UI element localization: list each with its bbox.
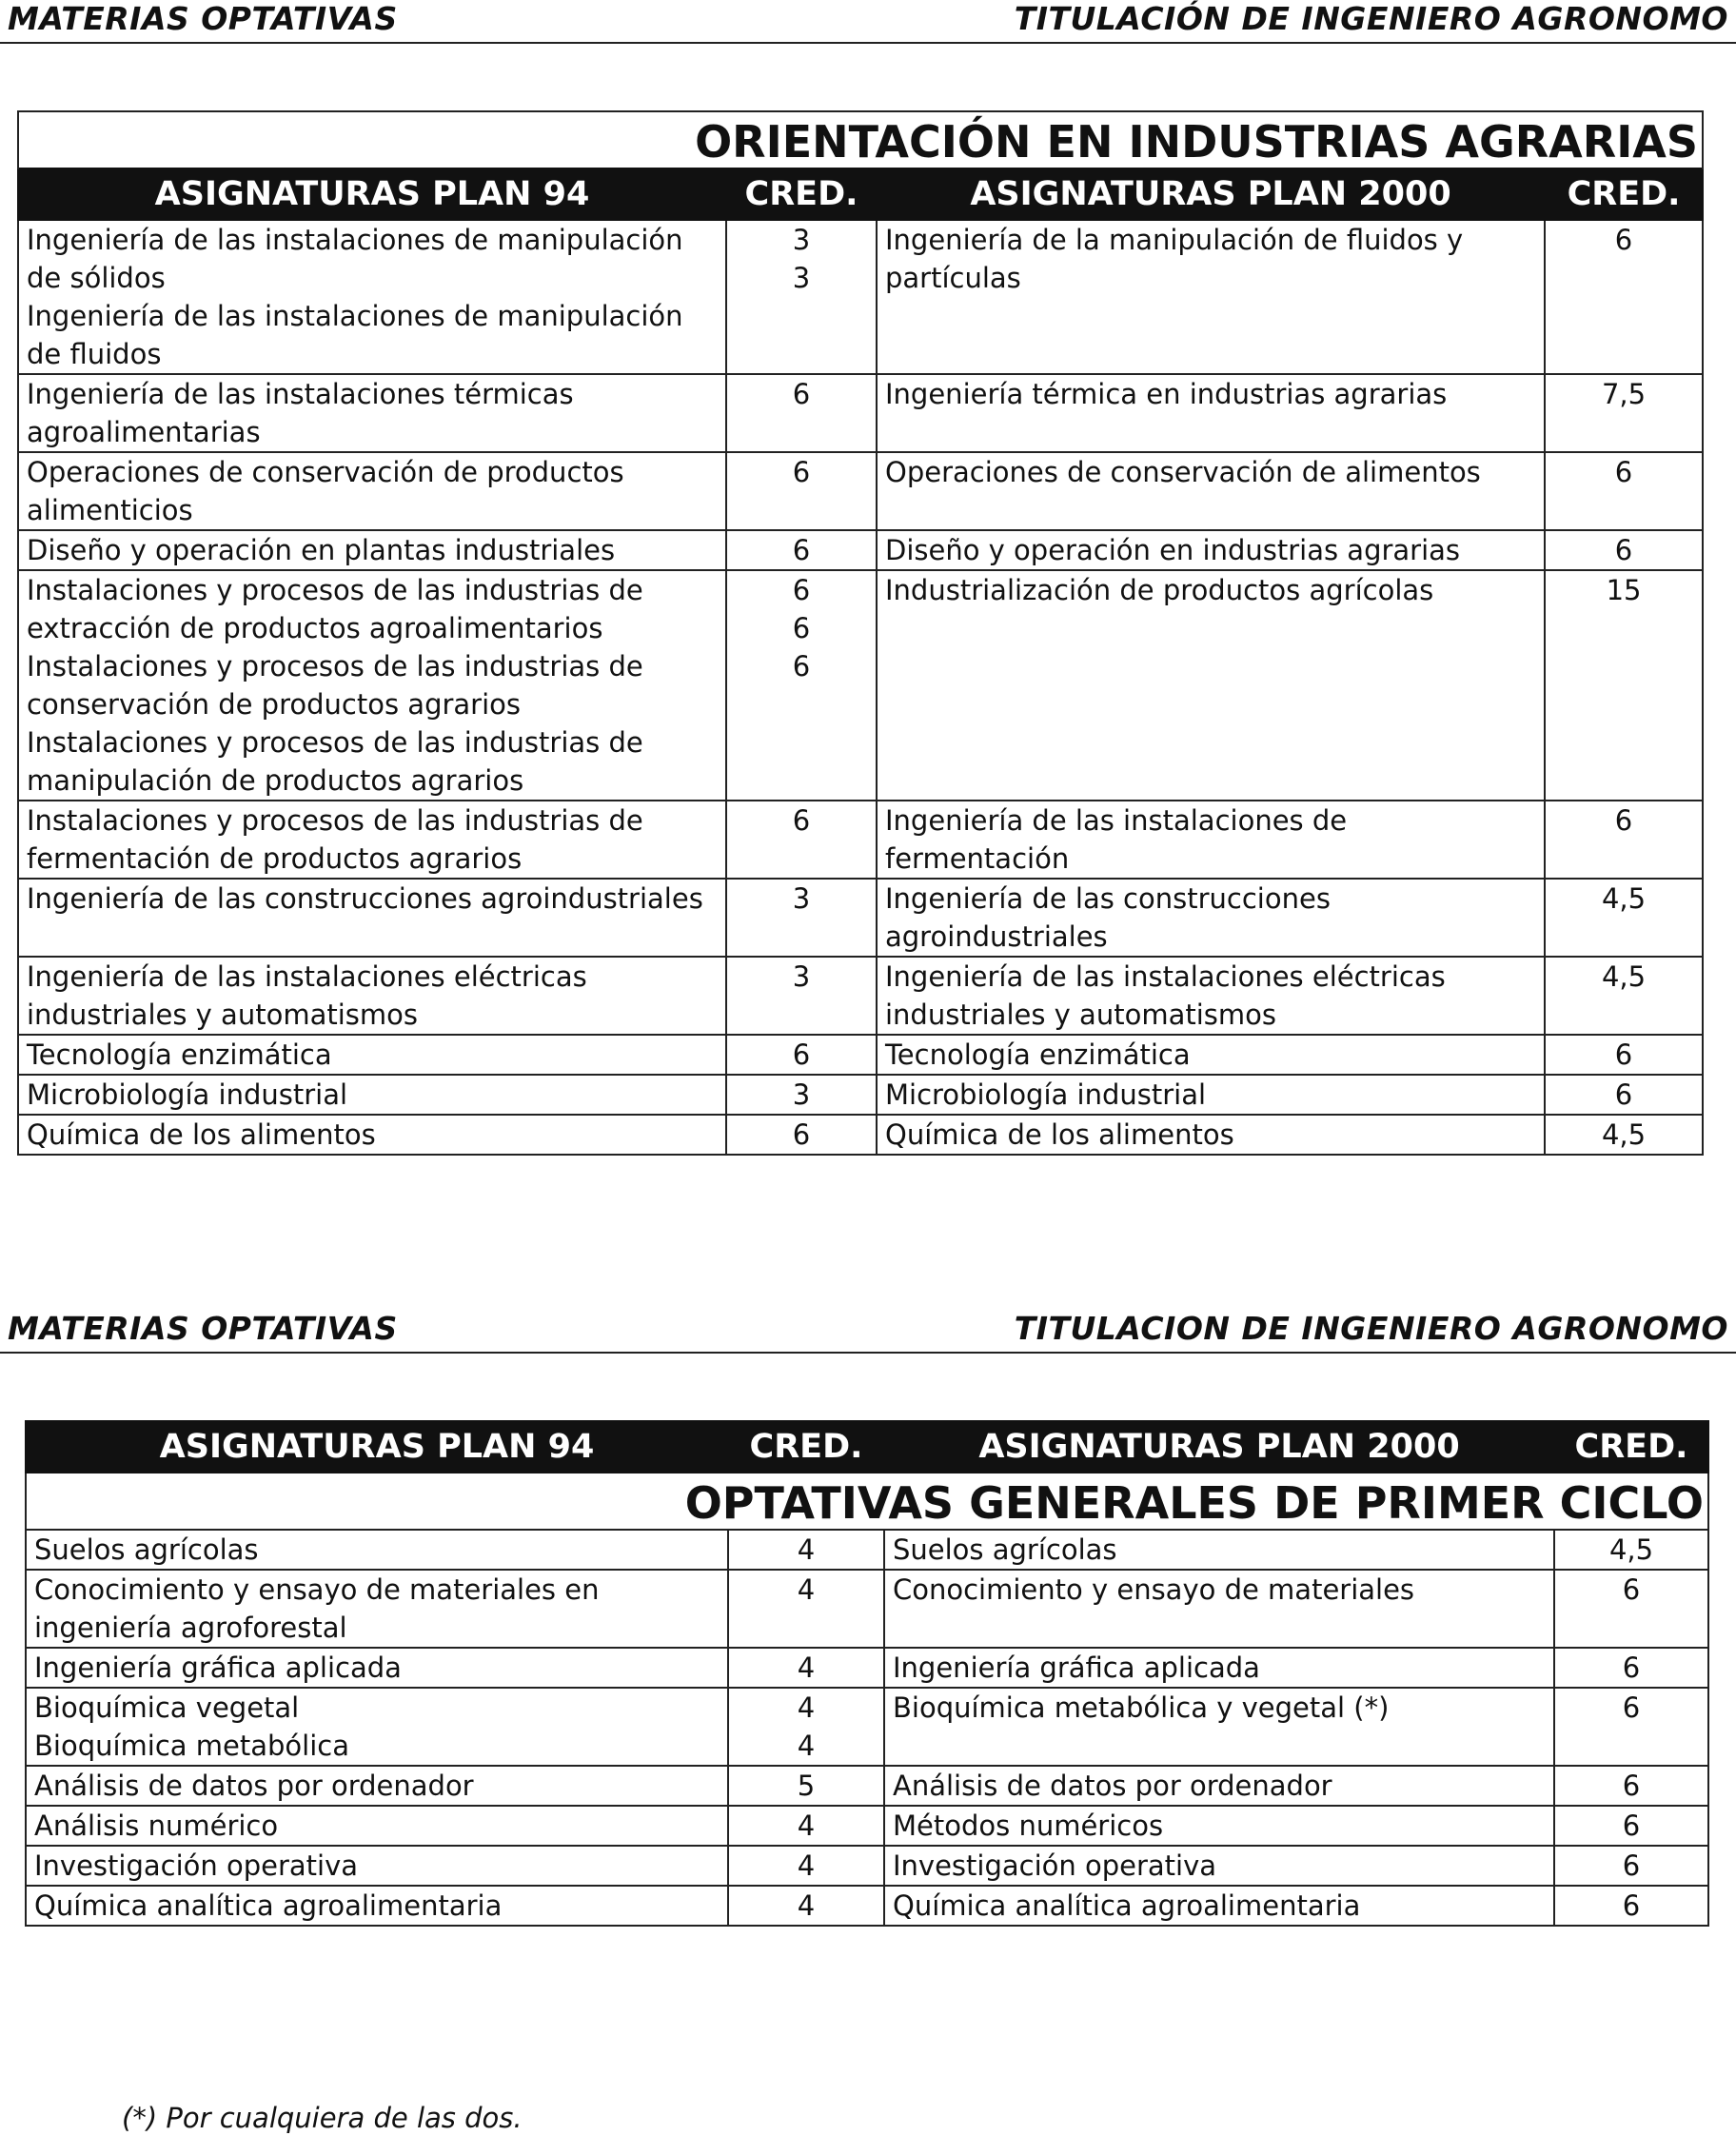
table-row: [18, 570, 1703, 801]
table-row: [18, 879, 1703, 957]
table1-col-cred1: CRED.: [726, 168, 877, 220]
plan94-subject: Química analítica agroalimentaria: [34, 1889, 503, 1922]
plan94-credit: 4: [797, 1849, 816, 1882]
plan2000-credit: 7,5: [1545, 374, 1703, 452]
plan94-credit: 6: [792, 1118, 811, 1151]
plan2000-credit: 4,5: [1545, 1115, 1703, 1155]
plan2000-subject: Ingeniería gráfica aplicada: [884, 1648, 1554, 1688]
plan2000-credit: 6: [1545, 220, 1703, 374]
table-row: [18, 1035, 1703, 1075]
plan94-subjects-cell: [26, 1886, 728, 1926]
table1-body: [18, 220, 1703, 1155]
table-row: [18, 452, 1703, 530]
plan94-credit: 6: [792, 378, 811, 410]
header2-left-title: MATERIAS OPTATIVAS: [8, 1310, 398, 1347]
header-left-title: MATERIAS OPTATIVAS: [8, 0, 398, 37]
plan2000-credit: 6: [1545, 1075, 1703, 1115]
plan94-credit: 6: [792, 456, 811, 488]
plan94-credit: 4: [797, 1651, 816, 1684]
table-row: [18, 1115, 1703, 1155]
plan2000-credit: 6: [1554, 1846, 1708, 1886]
plan94-subjects-cell: [18, 879, 726, 957]
plan94-subjects-cell: [18, 1075, 726, 1115]
page-header-top: [0, 0, 1736, 44]
table-row: [26, 1766, 1708, 1806]
table-row: [26, 1806, 1708, 1846]
plan94-credits-cell: [726, 530, 877, 570]
table-row: [26, 1688, 1708, 1766]
footnote: (*) Por cualquiera de las dos.: [122, 2102, 523, 2134]
plan2000-subject: Conocimiento y ensayo de materiales: [884, 1570, 1554, 1648]
plan94-subject: Ingeniería de las instalaciones de manipulación de fluidos: [27, 300, 683, 370]
plan94-credit: 4: [797, 1691, 816, 1724]
plan94-credit: 6: [792, 1038, 811, 1071]
plan2000-credit: 6: [1554, 1688, 1708, 1766]
table-row: [18, 530, 1703, 570]
plan94-credits-cell: [728, 1806, 884, 1846]
plan94-subject: Instalaciones y procesos de las industrias de fermentación de productos agrarios: [27, 804, 643, 875]
plan94-credit: 4: [797, 1889, 816, 1922]
plan94-subject: Bioquímica metabólica: [34, 1730, 349, 1762]
plan94-subject: Ingeniería de las instalaciones de manipulación de sólidos: [27, 224, 683, 294]
table2-title: OPTATIVAS GENERALES DE PRIMER CICLO: [26, 1473, 1708, 1530]
plan94-credit: 6: [792, 650, 811, 682]
table1-col-cred2: CRED.: [1545, 168, 1703, 220]
plan2000-credit: 6: [1554, 1648, 1708, 1688]
plan94-credits-cell: [726, 957, 877, 1035]
plan94-credits-cell: [726, 1035, 877, 1075]
plan94-credits-cell: [726, 1075, 877, 1115]
header2-right-title: TITULACION DE INGENIERO AGRONOMO: [1014, 1310, 1728, 1347]
optativas-generales-table: [25, 1420, 1709, 1927]
plan94-subjects-cell: [18, 801, 726, 879]
plan94-credits-cell: [726, 1115, 877, 1155]
table-row: [26, 1648, 1708, 1688]
table-row: [18, 374, 1703, 452]
plan94-subject: Instalaciones y procesos de las industrias de conservación de productos agrarios: [27, 650, 643, 721]
plan2000-credit: 6: [1554, 1886, 1708, 1926]
plan94-subject: Tecnología enzimática: [27, 1038, 332, 1071]
plan2000-subject: Bioquímica metabólica y vegetal (*): [884, 1688, 1554, 1766]
plan2000-subject: Análisis de datos por ordenador: [884, 1766, 1554, 1806]
plan2000-credit: 6: [1545, 452, 1703, 530]
plan2000-credit: 6: [1545, 1035, 1703, 1075]
plan2000-credit: 4,5: [1554, 1530, 1708, 1570]
plan94-credit: 4: [797, 1573, 816, 1606]
plan94-subject: Ingeniería de las construcciones agroindustriales: [27, 882, 703, 915]
table1-title: ORIENTACIÓN EN INDUSTRIAS AGRARIAS: [18, 111, 1703, 168]
plan94-subject: Instalaciones y procesos de las industrias de extracción de productos agroalimentarios: [27, 574, 643, 644]
plan2000-credit: 6: [1554, 1766, 1708, 1806]
plan94-credit: 5: [797, 1770, 816, 1802]
plan94-subject: Bioquímica vegetal: [34, 1691, 300, 1724]
industrias-agrarias-table: [17, 110, 1704, 1156]
plan94-subjects-cell: [26, 1846, 728, 1886]
plan2000-credit: 6: [1545, 801, 1703, 879]
plan94-subjects-cell: [18, 220, 726, 374]
plan94-subject: Ingeniería gráfica aplicada: [34, 1651, 402, 1684]
plan94-credit: 6: [792, 612, 811, 644]
plan94-subjects-cell: [18, 530, 726, 570]
plan94-credit: 4: [797, 1810, 816, 1842]
plan94-credits-cell: [728, 1688, 884, 1766]
plan94-credits-cell: [728, 1766, 884, 1806]
plan94-credit: 3: [792, 882, 811, 915]
header-right-title: TITULACIÓN DE INGENIERO AGRONOMO: [1014, 0, 1728, 37]
plan2000-subject: Industrialización de productos agrícolas: [877, 570, 1545, 801]
plan94-credits-cell: [728, 1846, 884, 1886]
plan94-credits-cell: [726, 374, 877, 452]
table2-col-plan94: ASIGNATURAS PLAN 94: [26, 1421, 728, 1473]
plan2000-subject: Ingeniería de las instalaciones eléctricas industriales y automatismos: [877, 957, 1545, 1035]
plan94-credit: 3: [792, 224, 811, 256]
plan94-subject: Microbiología industrial: [27, 1078, 348, 1111]
plan94-subject: Ingeniería de las instalaciones térmicas agroalimentarias: [27, 378, 574, 448]
plan2000-credit: 6: [1554, 1570, 1708, 1648]
table-row: [26, 1846, 1708, 1886]
plan94-credits-cell: [726, 452, 877, 530]
table-row: [26, 1570, 1708, 1648]
plan94-credits-cell: [728, 1886, 884, 1926]
table2-body: [26, 1530, 1708, 1926]
table-row: [26, 1886, 1708, 1926]
plan94-subjects-cell: [18, 1115, 726, 1155]
plan94-subjects-cell: [18, 374, 726, 452]
plan94-subject: Conocimiento y ensayo de materiales en ingeniería agroforestal: [34, 1573, 600, 1644]
plan2000-subject: Ingeniería de la manipulación de fluidos y partículas: [877, 220, 1545, 374]
plan94-credit: 3: [792, 262, 811, 294]
plan94-subjects-cell: [18, 570, 726, 801]
table-row: [18, 220, 1703, 374]
table2-col-cred2: CRED.: [1554, 1421, 1708, 1473]
table-row: [26, 1530, 1708, 1570]
table2-col-cred1: CRED.: [728, 1421, 884, 1473]
plan94-subject: Suelos agrícolas: [34, 1533, 259, 1566]
plan94-credit: 3: [792, 1078, 811, 1111]
plan2000-subject: Ingeniería de las instalaciones de fermentación: [877, 801, 1545, 879]
plan2000-subject: Tecnología enzimática: [877, 1035, 1545, 1075]
plan94-credit: 4: [797, 1533, 816, 1566]
plan94-subjects-cell: [18, 452, 726, 530]
plan2000-subject: Química de los alimentos: [877, 1115, 1545, 1155]
plan2000-subject: Suelos agrícolas: [884, 1530, 1554, 1570]
plan94-credits-cell: [728, 1570, 884, 1648]
plan94-credits-cell: [726, 879, 877, 957]
plan94-credit: 6: [792, 534, 811, 566]
plan94-subjects-cell: [26, 1766, 728, 1806]
plan94-subject: Análisis de datos por ordenador: [34, 1770, 474, 1802]
table-row: [18, 801, 1703, 879]
table1-col-plan2000: ASIGNATURAS PLAN 2000: [877, 168, 1545, 220]
page-header-bottom: [0, 1310, 1736, 1354]
plan94-credits-cell: [726, 220, 877, 374]
plan2000-credit: 6: [1545, 530, 1703, 570]
plan2000-credit: 4,5: [1545, 879, 1703, 957]
plan94-credit: 6: [792, 804, 811, 837]
plan94-subjects-cell: [26, 1648, 728, 1688]
plan94-subject: Análisis numérico: [34, 1810, 279, 1842]
plan2000-credit: 6: [1554, 1806, 1708, 1846]
plan94-credits-cell: [726, 801, 877, 879]
plan2000-subject: Ingeniería térmica en industrias agrarias: [877, 374, 1545, 452]
plan2000-subject: Química analítica agroalimentaria: [884, 1886, 1554, 1926]
table2-col-plan2000: ASIGNATURAS PLAN 2000: [884, 1421, 1554, 1473]
plan94-subjects-cell: [18, 957, 726, 1035]
plan94-subject: Ingeniería de las instalaciones eléctricas industriales y automatismos: [27, 960, 587, 1031]
plan2000-subject: Ingeniería de las construcciones agroindustriales: [877, 879, 1545, 957]
plan94-subject: Operaciones de conservación de productos alimenticios: [27, 456, 624, 526]
plan2000-subject: Investigación operativa: [884, 1846, 1554, 1886]
plan94-subject: Investigación operativa: [34, 1849, 359, 1882]
plan94-subject: Diseño y operación en plantas industriales: [27, 534, 616, 566]
table-row: [18, 1075, 1703, 1115]
plan94-subject: Instalaciones y procesos de las industrias de manipulación de productos agrarios: [27, 726, 643, 797]
plan94-subjects-cell: [26, 1688, 728, 1766]
plan2000-subject: Operaciones de conservación de alimentos: [877, 452, 1545, 530]
plan2000-credit: 15: [1545, 570, 1703, 801]
table-row: [18, 957, 1703, 1035]
plan94-credits-cell: [728, 1648, 884, 1688]
plan94-subject: Química de los alimentos: [27, 1118, 376, 1151]
plan94-subjects-cell: [26, 1570, 728, 1648]
plan94-subjects-cell: [26, 1806, 728, 1846]
plan94-subjects-cell: [26, 1530, 728, 1570]
plan94-credit: 6: [792, 574, 811, 606]
plan94-credits-cell: [726, 570, 877, 801]
plan94-subjects-cell: [18, 1035, 726, 1075]
plan2000-subject: Métodos numéricos: [884, 1806, 1554, 1846]
plan94-credit: 4: [797, 1730, 816, 1762]
plan94-credits-cell: [728, 1530, 884, 1570]
table1-col-plan94: ASIGNATURAS PLAN 94: [18, 168, 726, 220]
plan2000-credit: 4,5: [1545, 957, 1703, 1035]
plan2000-subject: Diseño y operación en industrias agrarias: [877, 530, 1545, 570]
plan2000-subject: Microbiología industrial: [877, 1075, 1545, 1115]
plan94-credit: 3: [792, 960, 811, 993]
